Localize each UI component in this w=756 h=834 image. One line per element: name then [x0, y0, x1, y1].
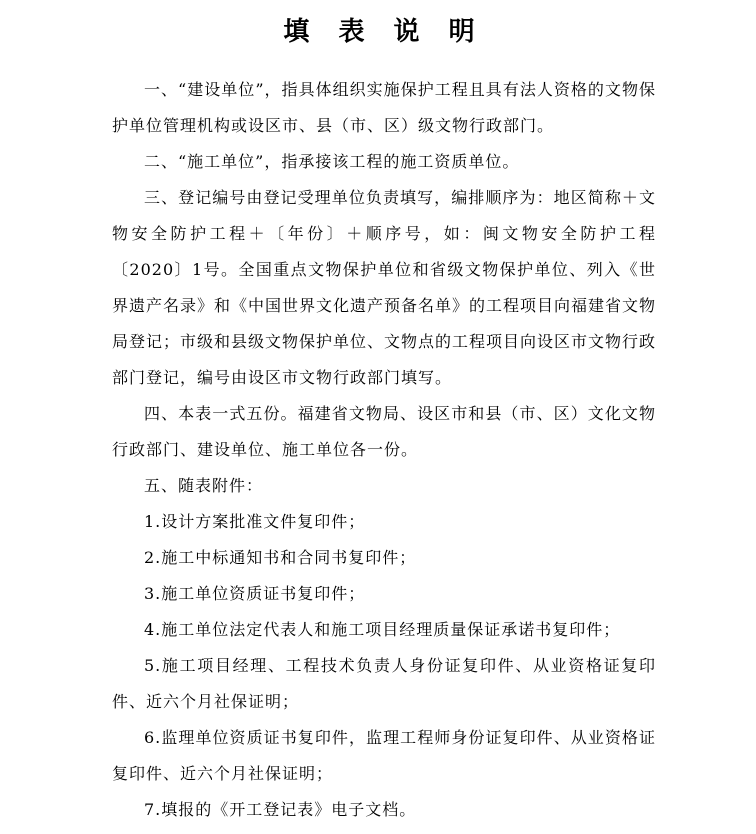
- attachment-item-5: 5.施工项目经理、工程技术负责人身份证复印件、从业资格证复印件、近六个月社保证明；: [112, 656, 656, 711]
- document-title: 填 表 说 明: [283, 17, 485, 47]
- paragraph-construction-unit: 一、“建设单位”，指具体组织实施保护工程且具有法人资格的文物保护单位管理机构或设区市、县（市、区）级文物行政部门。: [112, 80, 656, 135]
- paragraph-contractor: 二、“施工单位”，指承接该工程的施工资质单位。: [144, 152, 520, 171]
- paragraph-copies: 四、本表一式五份。福建省文物局、设区市和县（市、区）文化文物行政部门、建设单位、施工单位各一份。: [112, 404, 656, 459]
- attachment-item-7: 7.填报的《开工登记表》电子文档。: [144, 800, 417, 819]
- attachment-item-6: 6.监理单位资质证书复印件，监理工程师身份证复印件、从业资格证复印件、近六个月社保证明；: [112, 728, 656, 783]
- attachment-item-2: 2.施工中标通知书和合同书复印件；: [144, 548, 417, 567]
- attachment-item-4: 4.施工单位法定代表人和施工项目经理质量保证承诺书复印件；: [144, 620, 621, 639]
- attachment-item-1: 1.设计方案批准文件复印件；: [144, 512, 366, 531]
- attachment-item-3: 3.施工单位资质证书复印件；: [144, 584, 366, 603]
- paragraph-attachments-heading: 五、随表附件：: [144, 476, 264, 495]
- paragraph-registration-number: 三、登记编号由登记受理单位负责填写，编排顺序为：地区简称＋文物安全防护工程＋〔年份〕＋顺序号，如：闽文物安全防护工程〔2020〕1号。全国重点文物保护单位和省级文物保护单位、列入《世界遗产名录》和《中国世界文化遗产预备名单》的工程项目向福建省文物局登记；市级和县级文物保护单位、文物点的工程项目向设区市文物行政部门登记，编号由设区市文物行政部门填写。: [112, 188, 657, 387]
